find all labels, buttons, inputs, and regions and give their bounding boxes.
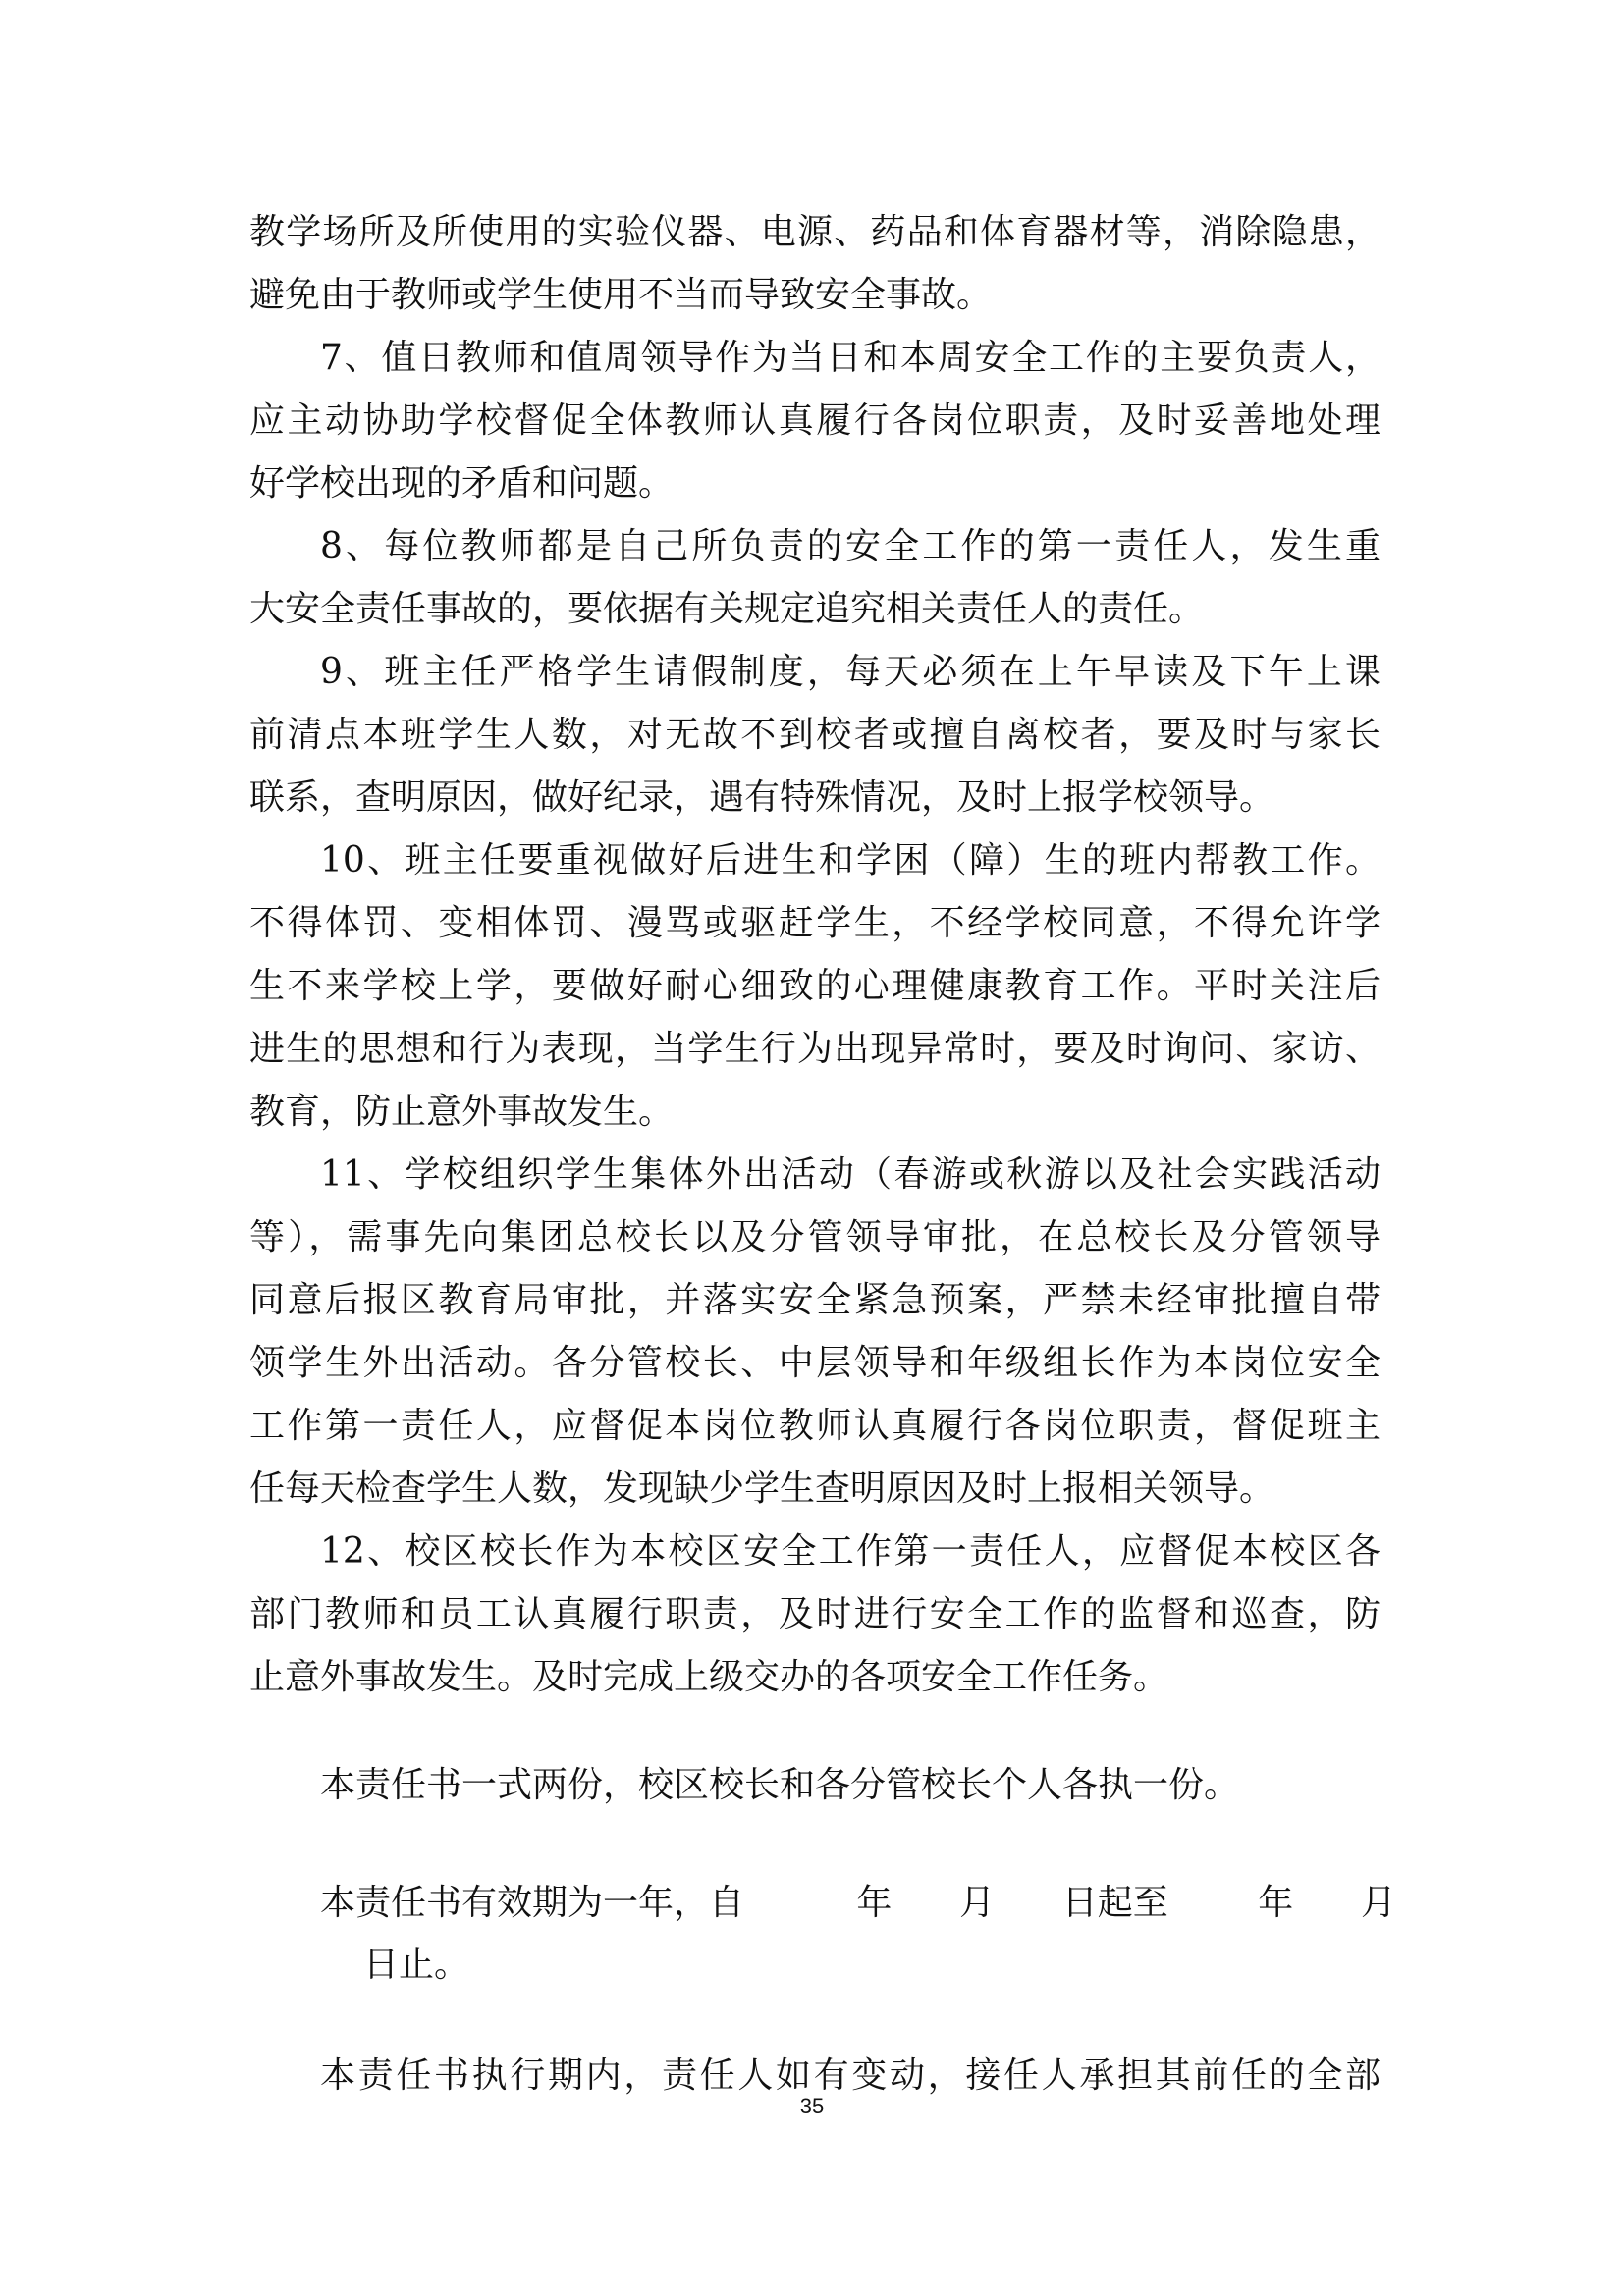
text-line: 7、值日教师和值周领导作为当日和本周安全工作的主要负责人， <box>320 338 1380 378</box>
text-line: 教学场所及所使用的实验仪器、电源、药品和体育器材等，消除隐患， <box>249 212 1380 252</box>
text-line: 本责任书一式两份，校区校长和各分管校长个人各执一份。 <box>320 1765 1240 1805</box>
text-line: 任每天检查学生人数，发现缺少学生查明原因及时上报相关领导。 <box>249 1468 1275 1509</box>
text-line: 9、班主任严格学生请假制度，每天必须在上午早读及下午上课 <box>320 652 1380 692</box>
text-line: 应主动协助学校督促全体教师认真履行各岗位职责，及时妥善地处理 <box>249 400 1380 441</box>
text-line: 生不来学校上学，要做好耐心细致的心理健康教育工作。平时关注后 <box>249 966 1380 1006</box>
text-line: 联系，查明原因，做好纪录，遇有特殊情况，及时上报学校领导。 <box>249 777 1275 818</box>
text-line: 8、每位教师都是自己所负责的安全工作的第一责任人，发生重 <box>320 526 1380 566</box>
text-line: 本责任书有效期为一年，自 年 月 日起至 年 月 <box>320 1883 1396 1923</box>
text-line: 好学校出现的矛盾和问题。 <box>249 463 675 504</box>
text-line: 部门教师和员工认真履行职责，及时进行安全工作的监督和巡查，防 <box>249 1594 1380 1634</box>
text-line: 日止。 <box>363 1945 470 1985</box>
text-line: 领学生外出活动。各分管校长、中层领导和年级组长作为本岗位安全 <box>249 1343 1380 1383</box>
text-line: 10、班主任要重视做好后进生和学困（障）生的班内帮教工作。 <box>320 840 1380 881</box>
text-line: 避免由于教师或学生使用不当而导致安全事故。 <box>249 275 993 315</box>
text-line: 等），需事先向集团总校长以及分管领导审批，在总校长及分管领导 <box>249 1217 1380 1257</box>
text-line: 11、学校组织学生集体外出活动（春游或秋游以及社会实践活动 <box>320 1154 1380 1195</box>
text-line: 止意外事故发生。及时完成上级交办的各项安全工作任务。 <box>249 1657 1169 1697</box>
text-line: 教育，防止意外事故发生。 <box>249 1092 675 1132</box>
text-line: 本责任书执行期内，责任人如有变动，接任人承担其前任的全部 <box>320 2056 1380 2096</box>
text-line: 前清点本班学生人数，对无故不到校者或擅自离校者，要及时与家长 <box>249 715 1380 755</box>
text-line: 同意后报区教育局审批，并落实安全紧急预案，严禁未经审批擅自带 <box>249 1280 1380 1320</box>
text-line: 不得体罚、变相体罚、漫骂或驱赶学生，不经学校同意，不得允许学 <box>249 903 1380 943</box>
text-line: 进生的思想和行为表现，当学生行为出现异常时，要及时询问、家访、 <box>249 1029 1380 1069</box>
text-line: 大安全责任事故的，要依据有关规定追究相关责任人的责任。 <box>249 589 1205 629</box>
page-number: 35 <box>799 2094 825 2118</box>
text-line: 12、校区校长作为本校区安全工作第一责任人，应督促本校区各 <box>320 1531 1380 1572</box>
text-line: 工作第一责任人，应督促本岗位教师认真履行各岗位职责，督促班主 <box>249 1406 1380 1446</box>
